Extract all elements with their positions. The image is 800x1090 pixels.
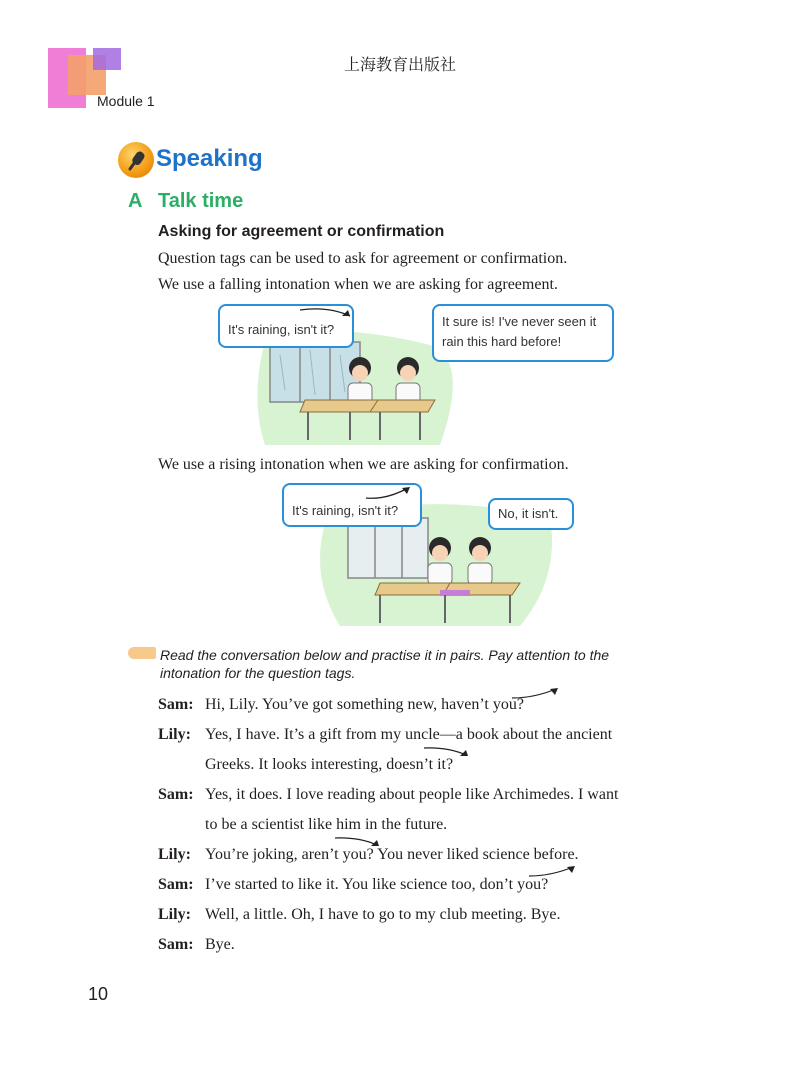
instruction-marker-icon [128,647,156,659]
intro-line-3: We use a rising intonation when we are asking for confirmation. [158,456,569,473]
bubble-text-line: rain this hard before! [442,334,562,349]
subsection-letter: A [128,190,143,212]
bubble-text: No, it isn't. [498,506,559,521]
speech-bubble-right [488,498,574,530]
dialogue-line: Yes, it does. I love reading about people like Archimedes. I want [205,786,619,803]
bubble-text-line: It sure is! I've never seen it [442,314,597,329]
falling-intonation-arrow-icon [298,306,358,320]
falling-intonation-arrow-icon [333,835,383,849]
instruction-line: intonation for the question tags. [160,665,356,681]
speaker-label: Sam: [158,696,194,713]
speaker-label: Sam: [158,786,194,803]
speaker-label: Sam: [158,936,194,953]
speaker-label: Lily: [158,846,191,863]
publisher-name: 上海教育出版社 [343,55,456,74]
bubble-text: It's raining, isn't it? [292,503,399,518]
rising-intonation-arrow-icon [364,484,414,502]
speaker-label: Sam: [158,876,194,893]
page-number: 10 [88,984,109,1004]
dialogue-line: to be a scientist like him in the future. [205,816,448,833]
intro-line-1: Question tags can be used to ask for agreement or confirmation. [158,250,568,267]
instruction-line: Read the conversation below and practise it in pairs. Pay attention to the [160,647,610,663]
speaker-label: Lily: [158,906,191,923]
dialogue-line: Well, a little. Oh, I have to go to my club meeting. Bye. [205,906,561,923]
dialogue-line: Greeks. It looks interesting, doesn’t it? [205,756,454,773]
illustration-rising [280,478,590,628]
dialogue-line: Yes, I have. It’s a gift from my uncle—a book about the ancient [205,726,613,743]
rising-intonation-arrow-icon [510,686,560,700]
bubble-text: It's raining, isn't it? [228,322,335,337]
microphone-icon [118,142,154,178]
falling-intonation-arrow-icon [422,745,472,759]
dialogue-line: I’ve started to like it. You like science too, don’t you? [205,876,549,893]
instruction-text [160,646,680,682]
illustration-falling [210,300,620,450]
dialogue-line: Bye. [205,936,235,953]
rising-intonation-arrow-icon [527,864,577,878]
dialogue-line: You’re joking, aren’t you? You never liked science before. [205,846,579,863]
subsection-title: Talk time [158,190,244,212]
intro-line-2: We use a falling intonation when we are asking for agreement. [158,276,558,293]
dialogue [158,690,688,960]
topic-heading: Asking for agreement or confirmation [158,223,445,240]
speaker-label: Lily: [158,726,191,743]
speech-bubble-right [432,304,614,362]
dialogue-line: Hi, Lily. You’ve got something new, haven’t you? [205,696,524,713]
section-title: Speaking [156,145,263,172]
module-label: Module 1 [97,93,155,109]
